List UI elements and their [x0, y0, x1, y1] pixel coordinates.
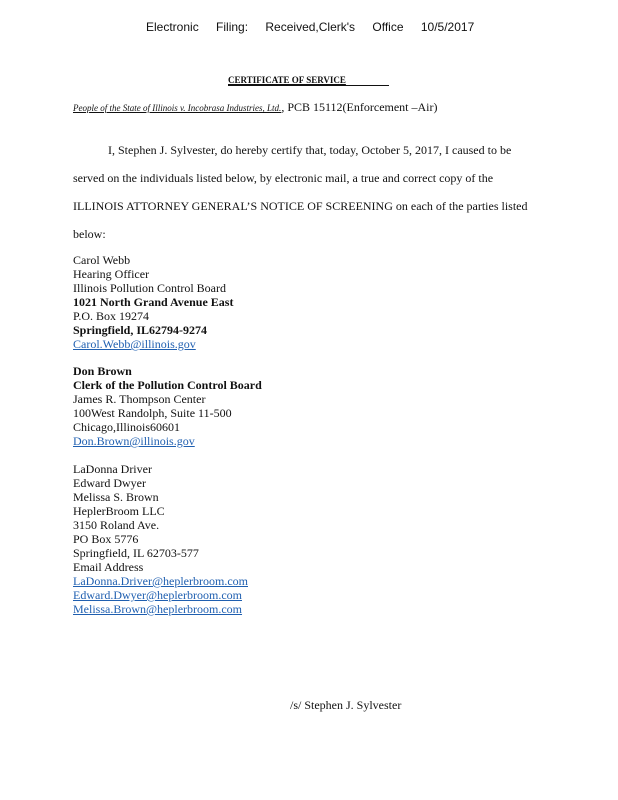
recipient-line: LaDonna Driver [73, 462, 152, 476]
email-link[interactable]: Melissa.Brown@heplerbroom.com [73, 602, 243, 616]
header-part: 10/5/2017 [420, 20, 475, 34]
recipient-line: 3150 Roland Ave. [73, 518, 160, 532]
recipient-line: Clerk of the Pollution Control Board [73, 378, 262, 392]
certify-line-4: below: [73, 227, 106, 241]
email-link[interactable]: Don.Brown@illinois.gov [73, 434, 195, 448]
header-part: Received,Clerk's [265, 20, 356, 34]
recipient-line: James R. Thompson Center [73, 392, 206, 406]
recipient-line: P.O. Box 19274 [73, 309, 150, 323]
filing-stamp-header [146, 20, 488, 34]
recipient-block [73, 364, 262, 448]
signature: /s/ Stephen J. Sylvester [290, 698, 402, 712]
recipient-line: PO Box 5776 [73, 532, 139, 546]
certify-line-2: served on the individuals listed below, by electronic mail, a true and correct copy of the [73, 171, 494, 185]
recipient-line: HeplerBroom LLC [73, 504, 165, 518]
recipient-line: Hearing Officer [73, 267, 150, 281]
recipient-line: Springfield, IL62794-9274 [73, 323, 208, 337]
recipient-block [73, 462, 248, 616]
recipient-line: Edward Dwyer [73, 476, 146, 490]
header-part: Electronic [146, 20, 199, 34]
case-number: , PCB 15112(Enforcement –Air) [281, 100, 438, 114]
email-link[interactable]: Carol.Webb@illinois.gov [73, 337, 196, 351]
case-party: People of the State of Illinois v. Incobrasa Industries, Ltd. [73, 103, 282, 113]
certificate-title: CERTIFICATE OF SERVICE [228, 75, 346, 85]
recipient-line: Email Address [73, 560, 144, 574]
title-underline [228, 85, 389, 86]
header-part: Filing: [216, 20, 249, 34]
email-link[interactable]: LaDonna.Driver@heplerbroom.com [73, 574, 248, 588]
recipient-line: Carol Webb [73, 253, 131, 267]
recipient-block [73, 253, 233, 351]
email-link[interactable]: Edward.Dwyer@heplerbroom.com [73, 588, 242, 602]
recipient-line: Illinois Pollution Control Board [73, 281, 227, 295]
recipient-line: Springfield, IL 62703-577 [73, 546, 199, 560]
certify-line-1: I, Stephen J. Sylvester, do hereby certify that, today, October 5, 2017, I caused to be [108, 143, 512, 157]
recipient-line: Don Brown [73, 364, 132, 378]
recipient-line: 100West Randolph, Suite 11-500 [73, 406, 232, 420]
case-caption [73, 100, 438, 115]
recipient-line: Melissa S. Brown [73, 490, 159, 504]
certify-line-3: ILLINOIS ATTORNEY GENERAL’S NOTICE OF SCREENING on each of the parties listed [73, 199, 528, 213]
header-part: Office [372, 20, 404, 34]
recipient-line: 1021 North Grand Avenue East [73, 295, 234, 309]
recipient-line: Chicago,Illinois60601 [73, 420, 180, 434]
